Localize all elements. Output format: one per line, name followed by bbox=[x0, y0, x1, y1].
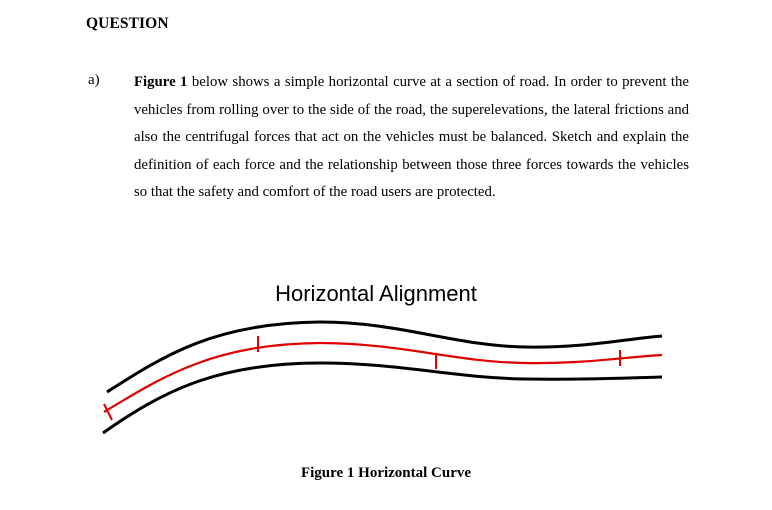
figure-caption: Figure 1 Horizontal Curve bbox=[300, 465, 472, 481]
road-edge-bottom bbox=[103, 363, 662, 433]
part-label: a) bbox=[88, 72, 100, 88]
figure-reference: Figure 1 bbox=[134, 74, 188, 90]
figure-title: Horizontal Alignment bbox=[275, 281, 477, 306]
question-body-text: below shows a simple horizontal curve at a section of road. In order to prevent the vehicles from rolling over to the side of the road, the superelevations, the lateral frictions and also the centrifugal forces that act on the vehicles must be balanced. Sketch and explain the definition of each force and the relationship between those three forces towards the vehicles so that the safety and comfort of the road users are protected. bbox=[134, 74, 689, 201]
question-paragraph bbox=[134, 69, 689, 207]
road-diagram bbox=[0, 300, 772, 450]
road-edge-top bbox=[107, 322, 662, 392]
road-centerline bbox=[104, 343, 662, 412]
question-heading: QUESTION bbox=[86, 15, 169, 32]
